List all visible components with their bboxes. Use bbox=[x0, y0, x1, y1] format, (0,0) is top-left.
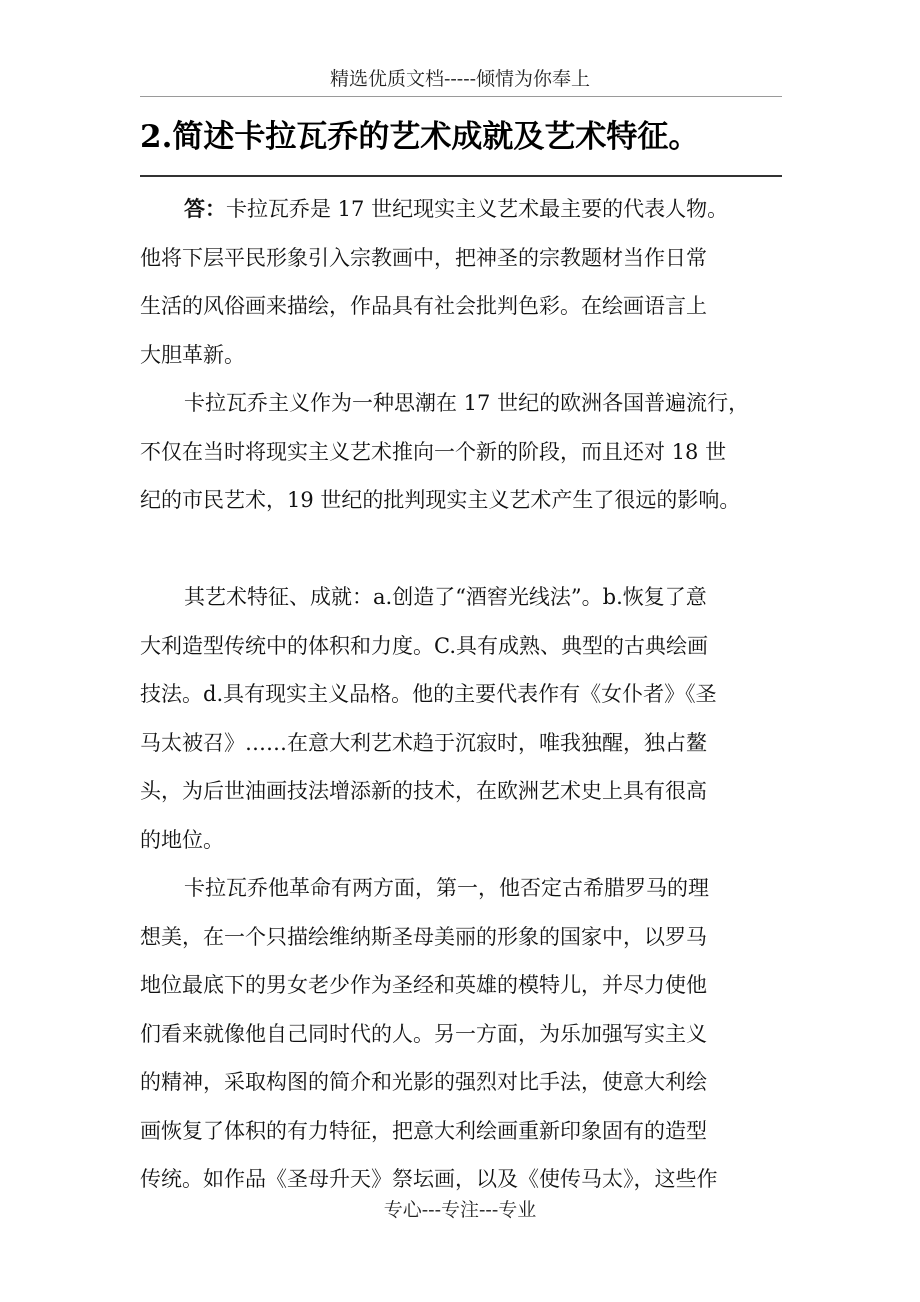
paragraph-3-line-1: 其艺术特征、成就：a.创造了“酒窖光线法”。b.恢复了意 bbox=[184, 585, 707, 609]
paragraph-1-line-3: 生活的风俗画来描绘，作品具有社会批判色彩。在绘画语言上 bbox=[140, 294, 707, 318]
paragraph-spacer bbox=[140, 525, 790, 574]
page-footer: 专心---专注---专业 bbox=[383, 1199, 537, 1221]
paragraph-3-line-4: 马太被召》……在意大利艺术趋于沉寂时，唯我独醒，独占鳌 bbox=[140, 730, 707, 755]
question-title: 2.简述卡拉瓦乔的艺术成就及艺术特征。 bbox=[140, 119, 700, 155]
answer-body bbox=[140, 185, 790, 1204]
paragraph-1-line-2: 他将下层平民形象引入宗教画中，把神圣的宗教题材当作日常 bbox=[140, 245, 707, 270]
paragraph-4-line-3: 地位最底下的男女老少作为圣经和英雄的模特儿，并尽力使他 bbox=[140, 973, 707, 997]
paragraph-2-line-2: 不仅在当时将现实主义艺术推向一个新的阶段，而且还对 18 世 bbox=[140, 439, 727, 464]
paragraph-4-line-7: 传统。如作品《圣母升天》祭坛画，以及《使传马太》，这些作 bbox=[140, 1167, 718, 1191]
header-divider bbox=[140, 96, 782, 97]
paragraph-4-line-1: 卡拉瓦乔他革命有两方面，第一，他否定古希腊罗马的理 bbox=[184, 876, 709, 900]
paragraph-1-line-1 bbox=[140, 185, 790, 234]
title-divider bbox=[140, 175, 782, 177]
paragraph-3-line-5: 头，为后世油画技法增添新的技术，在欧洲艺术史上具有很高 bbox=[140, 779, 707, 803]
paragraph-3-line-6: 的地位。 bbox=[140, 827, 224, 852]
paragraph-1-line-4: 大胆革新。 bbox=[140, 342, 245, 367]
paragraph-4-line-4: 们看来就像他自己同时代的人。另一方面，为乐加强写实主义 bbox=[140, 1021, 707, 1046]
paragraph-2-line-3: 纪的市民艺术，19 世纪的批判现实主义艺术产生了很远的影响。 bbox=[140, 488, 741, 512]
page-header: 精选优质文档-----倾情为你奉上 bbox=[329, 68, 591, 90]
paragraph-4-line-6: 画恢复了体积的有力特征，把意大利绘画重新印象固有的造型 bbox=[140, 1118, 707, 1143]
paragraph-1-line-1-text: 卡拉瓦乔是 17 世纪现实主义艺术最主要的代表人物。 bbox=[226, 197, 729, 221]
paragraph-4-line-2: 想美，在一个只描绘维纳斯圣母美丽的形象的国家中，以罗马 bbox=[140, 924, 707, 949]
answer-label: 答： bbox=[184, 196, 226, 221]
paragraph-4-line-5: 的精神，采取构图的简介和光影的强烈对比手法，使意大利绘 bbox=[140, 1070, 707, 1094]
paragraph-3-line-3: 技法。d.具有现实主义品格。他的主要代表作有《女仆者》《圣 bbox=[140, 682, 717, 706]
paragraph-2-line-1: 卡拉瓦乔主义作为一种思潮在 17 世纪的欧洲各国普遍流行， bbox=[184, 391, 750, 415]
paragraph-3-line-2: 大利造型传统中的体积和力度。C.具有成熟、典型的古典绘画 bbox=[140, 633, 708, 658]
